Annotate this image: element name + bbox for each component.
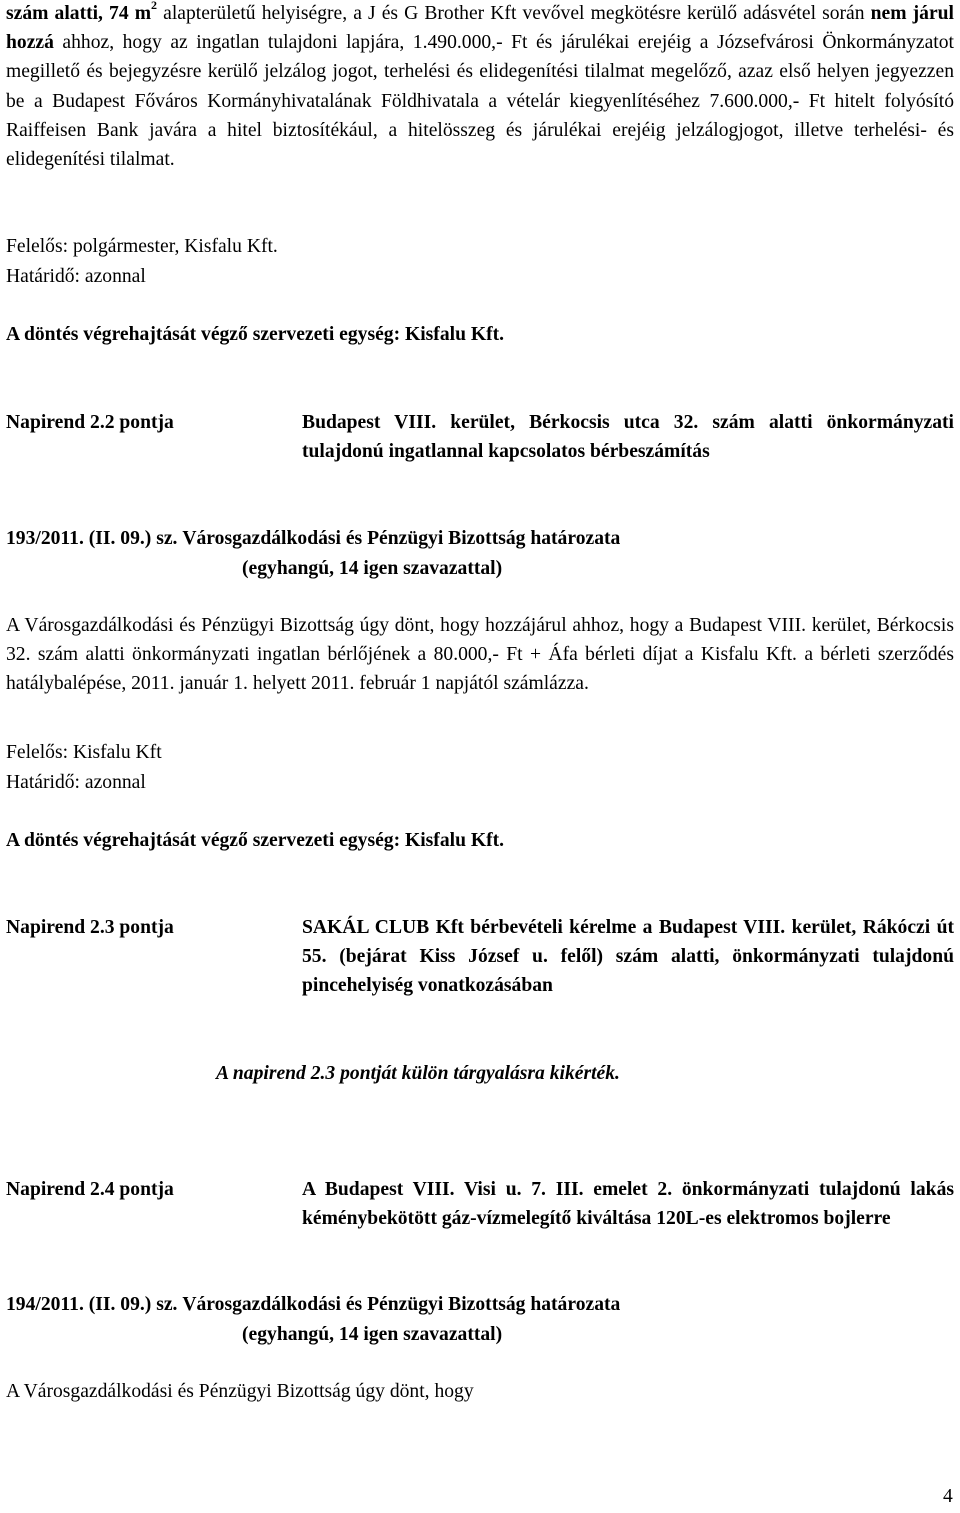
resolution-number: 194/2011. (II. 09.) sz. xyxy=(6,1294,178,1315)
top-paragraph-start: szám alatti, 74 m xyxy=(6,3,152,24)
top-paragraph-part4: ahhoz, hogy az ingatlan tulajdoni lapjára, 1.490.000,- Ft és járulékai erejéig a Józsefvárosi Önkormányzatot megillető és bejegyzésre kerülő jelzálog jogot, terhelési és elidegenítési tilalmat megelőző, azaz első helyen jegyezzen be a Budapest Főváros Kormányhivatalának Földhivatala a vételár kiegyenlítéséhez 7.600.000,- Ft hitelt folyósító Raiffeisen Bank javára a hitel biztosítékául, a hitelösszeg és járulékai erejéig jelzálogjogot, illetve terhelési- és elidegenítési tilalmat. xyxy=(6,32,954,171)
resolution-text: A Városgazdálkodási és Pénzügyi Bizottság úgy dönt, hogy xyxy=(6,1381,474,1402)
vote-line: (egyhangú, 14 igen szavazattal) xyxy=(242,1324,503,1345)
agenda-label: Napirend 2.3 pontja xyxy=(6,917,174,938)
top-paragraph xyxy=(6,0,954,174)
responsible-line-1: Felelős: polgármester, Kisfalu Kft. xyxy=(6,236,278,257)
resolution-heading xyxy=(6,524,620,553)
agenda-title: Budapest VIII. kerület, Bérkocsis utca 32. szám alatti önkormányzati tulajdonú ingatlannal kapcsolatos bérbeszámítás xyxy=(302,412,954,463)
agenda-item-2-3 xyxy=(6,913,954,1001)
resolution-title: Városgazdálkodási és Pénzügyi Bizottság határozata xyxy=(182,1294,621,1315)
agenda-title: A Budapest VIII. Visi u. 7. III. emelet 2. önkormányzati tulajdonú lakás kéménybekötött gáz-vízmelegítő kiváltása 120L-es elektromos bojlerre xyxy=(302,1179,954,1230)
responsible-line-2: Felelős: Kisfalu Kft xyxy=(6,742,162,763)
executor-line-2: A döntés végrehajtását végző szervezeti egység: Kisfalu Kft. xyxy=(6,830,505,851)
deadline-line-2: Határidő: azonnal xyxy=(6,772,146,793)
page-number: 4 xyxy=(943,1486,953,1507)
resolution-heading xyxy=(6,1290,620,1319)
square-meter-superscript: 2 xyxy=(151,0,158,13)
top-paragraph-emphasis: nem járul hozzá xyxy=(6,3,955,54)
executor-line-1: A döntés végrehajtását végző szervezeti egység: Kisfalu Kft. xyxy=(6,324,505,345)
agenda-label: Napirend 2.4 pontja xyxy=(6,1179,174,1200)
agenda-label: Napirend 2.2 pontja xyxy=(6,412,174,433)
resolution-title: Városgazdálkodási és Pénzügyi Bizottság határozata xyxy=(182,528,621,549)
deadline-line-1: Határidő: azonnal xyxy=(6,266,146,287)
vote-line: (egyhangú, 14 igen szavazattal) xyxy=(242,558,503,579)
agenda-item-2-2 xyxy=(6,408,954,466)
agenda-title: SAKÁL CLUB Kft bérbevételi kérelme a Budapest VIII. kerület, Rákóczi út 55. (bejárat Kiss József u. felől) szám alatti, önkormányzati tulajdonú pincehelyiség vonatkozásában xyxy=(302,917,954,997)
separate-discussion-note: A napirend 2.3 pontját külön tárgyalásra kikérték. xyxy=(216,1063,620,1084)
resolution-number: 193/2011. (II. 09.) sz. xyxy=(6,528,178,549)
resolution-text: A Városgazdálkodási és Pénzügyi Bizottság úgy dönt, hogy hozzájárul ahhoz, hogy a Budapest VIII. kerület, Bérkocsis 32. szám alatti önkormányzati ingatlan bérlőjének a 80.000,- Ft + Áfa bérleti díjat a Kisfalu Kft. a bérleti szerződés hatálybalépése, 2011. január 1. helyett 2011. február 1 napjától számlázza. xyxy=(6,615,954,695)
top-paragraph-part2: alapterületű helyiségre, a J és G Brother Kft vevővel megkötésre kerülő adásvétel során xyxy=(157,3,871,24)
agenda-item-2-4 xyxy=(6,1175,954,1233)
